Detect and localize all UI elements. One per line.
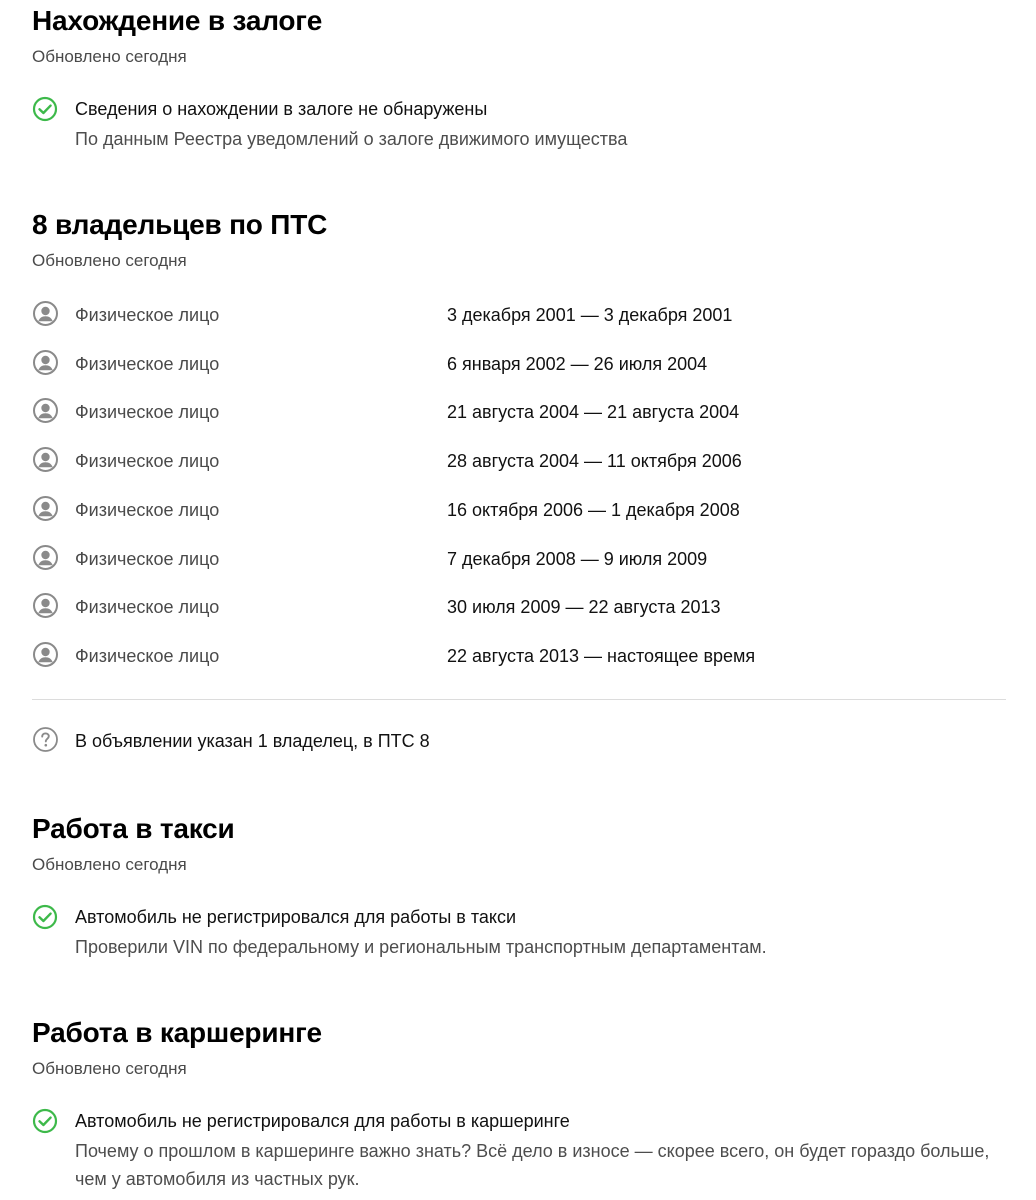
ownership-period: 30 июля 2009 — 22 августа 2013 [447, 597, 721, 618]
person-circle-icon [32, 349, 59, 376]
check-circle-icon [32, 904, 58, 930]
owner-type: Физическое лицо [75, 548, 220, 569]
status-description: По данным Реестра уведомлений о залоге движимого имущества [75, 129, 628, 149]
status-text [75, 905, 1006, 961]
carsharing-section [32, 1016, 1006, 1189]
status-description: Проверили VIN по федеральному и региональным транспортным департаментам. [75, 937, 767, 957]
check-circle-icon [32, 96, 58, 122]
updated-label: Обновлено сегодня [32, 251, 187, 270]
status-title: Сведения о нахождении в залоге не обнаружены [75, 99, 488, 119]
person-circle-icon [32, 397, 59, 424]
person-circle-icon [32, 641, 59, 668]
taxi-section [32, 812, 1006, 957]
section-title: 8 владельцев по ПТС [32, 209, 328, 240]
updated-label: Обновлено сегодня [32, 1059, 187, 1078]
status-description: Почему о прошлом в каршеринге важно знать? Всё дело в износе — скорее всего, он будет гораздо больше, чем у автомобиля из частных рук. [75, 1141, 990, 1189]
section-title: Работа в такси [32, 813, 235, 844]
owner-row [32, 397, 1006, 427]
owner-type: Физическое лицо [75, 597, 220, 618]
ownership-period: 7 декабря 2008 — 9 июля 2009 [447, 548, 708, 569]
owner-type: Физическое лицо [75, 451, 220, 472]
status-title: Автомобиль не регистрировался для работы в такси [75, 907, 517, 927]
ownership-period: 21 августа 2004 — 21 августа 2004 [447, 402, 740, 423]
person-circle-icon [32, 592, 59, 619]
section-title: Нахождение в залоге [32, 5, 323, 36]
person-circle-icon [32, 300, 59, 327]
owner-row [32, 592, 1006, 622]
updated-label: Обновлено сегодня [32, 855, 187, 874]
question-circle-icon [32, 726, 59, 753]
person-circle-icon [32, 446, 59, 473]
ownership-period: 28 августа 2004 — 11 октября 2006 [447, 451, 742, 472]
ownership-period: 6 января 2002 — 26 июля 2004 [447, 353, 708, 374]
status-text [75, 97, 1006, 153]
pledge-section [32, 4, 1006, 149]
ownership-period: 16 октября 2006 — 1 декабря 2008 [447, 499, 740, 520]
owner-row [32, 641, 1006, 671]
owner-type: Физическое лицо [75, 499, 220, 520]
owner-row [32, 300, 1006, 330]
divider [32, 699, 1006, 700]
owners-note [32, 726, 1006, 756]
owner-type: Физическое лицо [75, 645, 220, 666]
person-circle-icon [32, 544, 59, 571]
status-text [75, 1109, 1006, 1193]
note-text: В объявлении указан 1 владелец, в ПТС 8 [75, 731, 430, 751]
owner-row [32, 495, 1006, 525]
owner-row [32, 349, 1006, 379]
section-title: Работа в каршеринге [32, 1017, 322, 1048]
owner-type: Физическое лицо [75, 402, 220, 423]
owner-row [32, 544, 1006, 574]
ownership-period: 3 декабря 2001 — 3 декабря 2001 [447, 305, 733, 325]
person-circle-icon [32, 495, 59, 522]
owner-type: Физическое лицо [75, 305, 220, 325]
owner-type: Физическое лицо [75, 353, 220, 374]
ownership-period: 22 августа 2013 — настоящее время [447, 645, 756, 666]
check-circle-icon [32, 1108, 58, 1134]
owners-section [32, 208, 1006, 751]
owner-row [32, 446, 1006, 476]
updated-label: Обновлено сегодня [32, 47, 187, 66]
status-title: Автомобиль не регистрировался для работы в каршеринге [75, 1111, 570, 1131]
